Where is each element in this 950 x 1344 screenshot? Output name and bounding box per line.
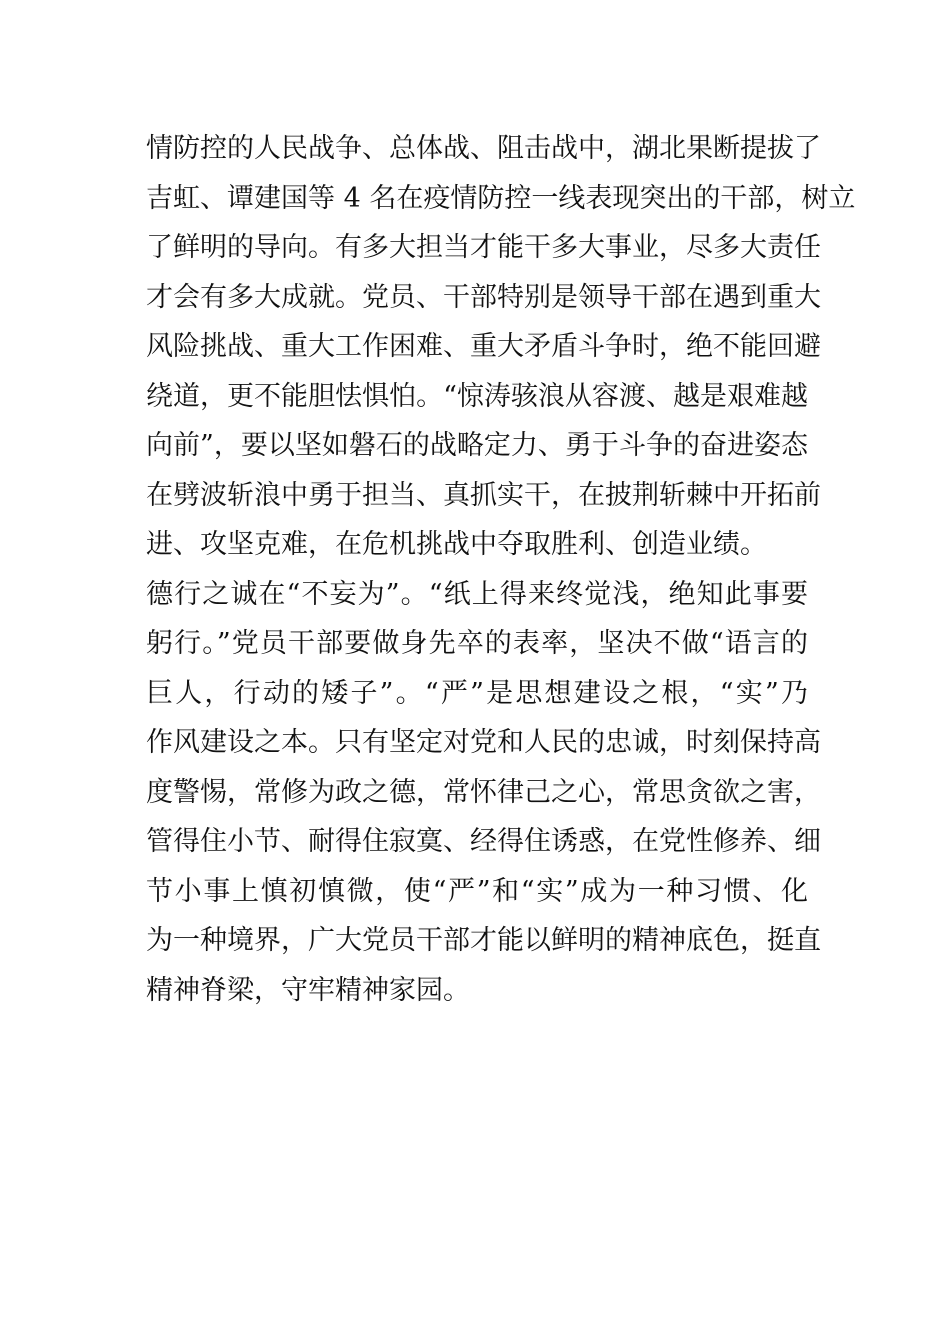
text-line: 节小事上慎初慎微，使“严”和“实”成为一种习惯、化 [146,875,808,907]
text-line: 进、攻坚克难，在危机挑战中夺取胜利、创造业绩。 [146,529,767,560]
text-line: 巨人，行动的矮子”。“严”是思想建设之根，“实”乃 [146,677,808,709]
text-line: 作风建设之本。只有坚定对党和人民的忠诚，时刻保持高 [146,727,821,758]
paragraph-2 [146,570,821,1016]
text-line: 了鲜明的导向。有多大担当才能干多大事业，尽多大责任 [146,232,821,263]
text-line: 精神脊梁，守牢精神家园。 [146,974,470,1006]
text-line: 管得住小节、耐得住寂寞、经得住诱惑，在党性修养、细 [146,826,821,857]
text-line: 风险挑战、重大工作困难、重大矛盾斗争时，绝不能回避 [146,331,821,362]
text-line: 为一种境界，广大党员干部才能以鲜明的精神底色，挺直 [146,925,821,956]
text-line: 向前”，要以坚如磐石的战略定力、勇于斗争的奋进姿态 [146,430,808,461]
text-line: 度警惕，常修为政之德，常怀律己之心，常思贪欲之害， [146,776,821,808]
text-line: 德行之诚在“不妄为”。“纸上得来终觉浅，绝知此事要 [146,578,808,610]
text-line: 绕道，更不能胆怯惧怕。“惊涛骇浪从容渡、越是艰难越 [146,380,808,412]
text-line: 情防控的人民战争、总体战、阻击战中，湖北果断提拔了 [146,133,821,164]
text-line: 才会有多大成就。党员、干部特别是领导干部在遇到重大 [146,281,821,313]
paragraph-1 [146,124,856,570]
document-body [146,124,856,1015]
text-line: 吉虹、谭建国等 4 名在疫情防控一线表现突出的干部，树立 [146,182,856,214]
text-line: 在劈波斩浪中勇于担当、真抓实干，在披荆斩棘中开拓前 [146,479,821,511]
text-line: 躬行。”党员干部要做身先卒的表率，坚决不做“语言的 [146,628,808,659]
